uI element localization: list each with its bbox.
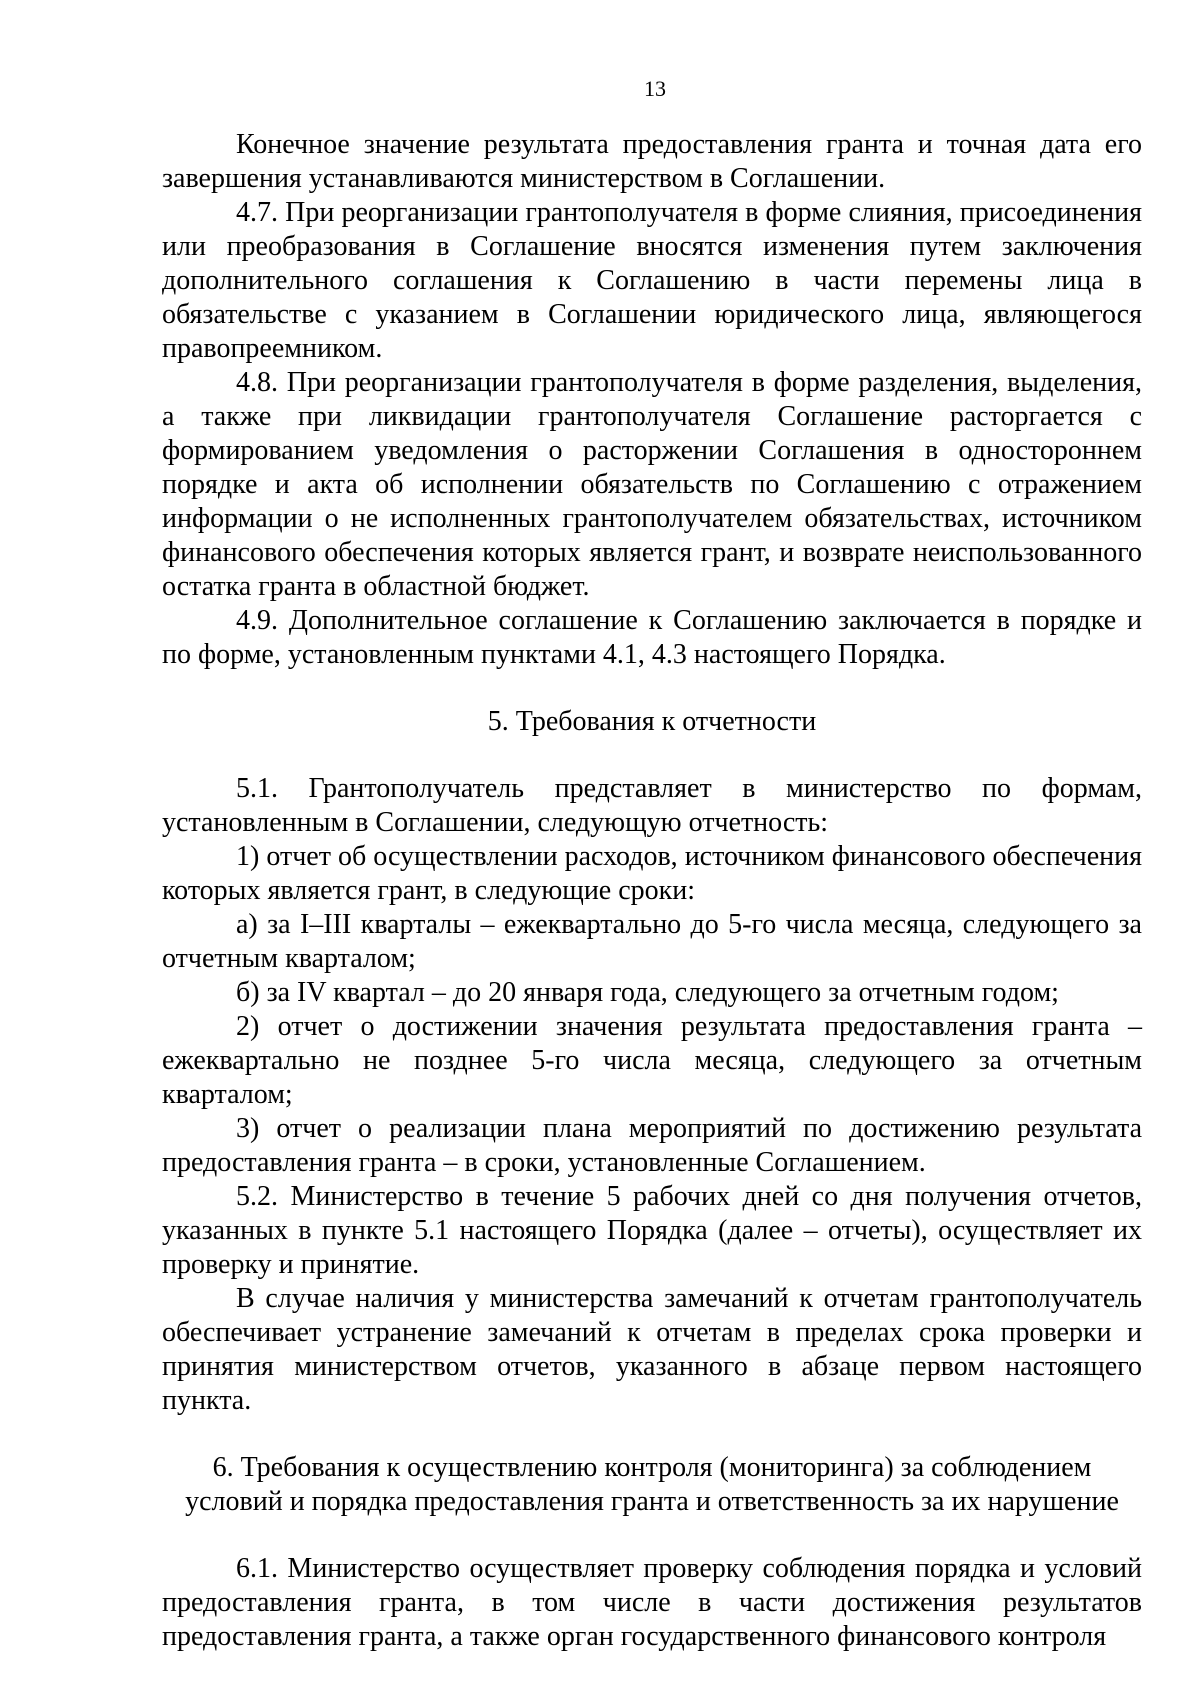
paragraph: 1) отчет об осуществлении расходов, источником финансового обеспечения которых является грант, в следующие сроки: [162,841,1142,906]
paragraph: 5.1. Грантополучатель представляет в министерство по формам, установленным в Соглашении, следующую отчетность: [162,773,1142,838]
paragraph: 4.9. Дополнительное соглашение к Соглашению заключается в порядке и по форме, установленным пунктами 4.1, 4.3 настоящего Порядка. [162,605,1142,670]
paragraph: 3) отчет о реализации плана мероприятий по достижению результата предоставления гранта – в сроки, установленные Соглашением. [162,1113,1142,1178]
paragraph: 6.1. Министерство осуществляет проверку соблюдения порядка и условий предоставления гранта, в том числе в части достижения результатов предоставления гранта, а также орган государственного финансового контроля [162,1553,1142,1652]
paragraph: В случае наличия у министерства замечаний к отчетам грантополучатель обеспечивает устранение замечаний к отчетам в пределах срока проверки и принятия министерством отчетов, указанного в абзаце первом настоящего пункта. [162,1283,1142,1416]
section-5-heading: 5. Требования к отчетности [487,706,817,737]
paragraph: б) за IV квартал – до 20 января года, следующего за отчетным годом; [236,977,1059,1008]
document-body [162,128,1142,1654]
section-6-heading-line-1: 6. Требования к осуществлению контроля (мониторинга) за соблюдением [212,1452,1092,1483]
page-number: 13 [644,76,666,101]
paragraph: 2) отчет о достижении значения результата предоставления гранта – ежеквартально не позднее 5-го числа месяца, следующего за отчетным кварталом; [162,1011,1142,1110]
paragraph: 4.7. При реорганизации грантополучателя в форме слияния, присоединения или преобразования в Соглашение вносятся изменения путем заключения дополнительного соглашения к Соглашению в части перемены лица в обязательстве с указанием в Соглашении юридического лица, являющегося правопреемником. [162,197,1142,364]
paragraph: Конечное значение результата предоставления гранта и точная дата его завершения устанавливаются министерством в Соглашении. [162,129,1142,194]
paragraph: 5.2. Министерство в течение 5 рабочих дней со дня получения отчетов, указанных в пункте 5.1 настоящего Порядка (далее – отчеты), осуществляет их проверку и принятие. [162,1181,1142,1280]
section-6-heading-line-2: условий и порядка предоставления гранта и ответственность за их нарушение [185,1486,1119,1517]
paragraph: а) за I–III кварталы – ежеквартально до 5-го числа месяца, следующего за отчетным кварталом; [162,909,1142,974]
section-6-heading [162,1451,1142,1519]
paragraph: 4.8. При реорганизации грантополучателя в форме разделения, выделения, а также при ликвидации грантополучателя Соглашение расторгается с формированием уведомления о расторжении Соглашения в одностороннем порядке и акта об исполнении обязательств по Соглашению с отражением информации о не исполненных грантополучателем обязательствах, источником финансового обеспечения которых является грант, и возврате неиспользованного остатка гранта в областной бюджет. [162,367,1142,602]
